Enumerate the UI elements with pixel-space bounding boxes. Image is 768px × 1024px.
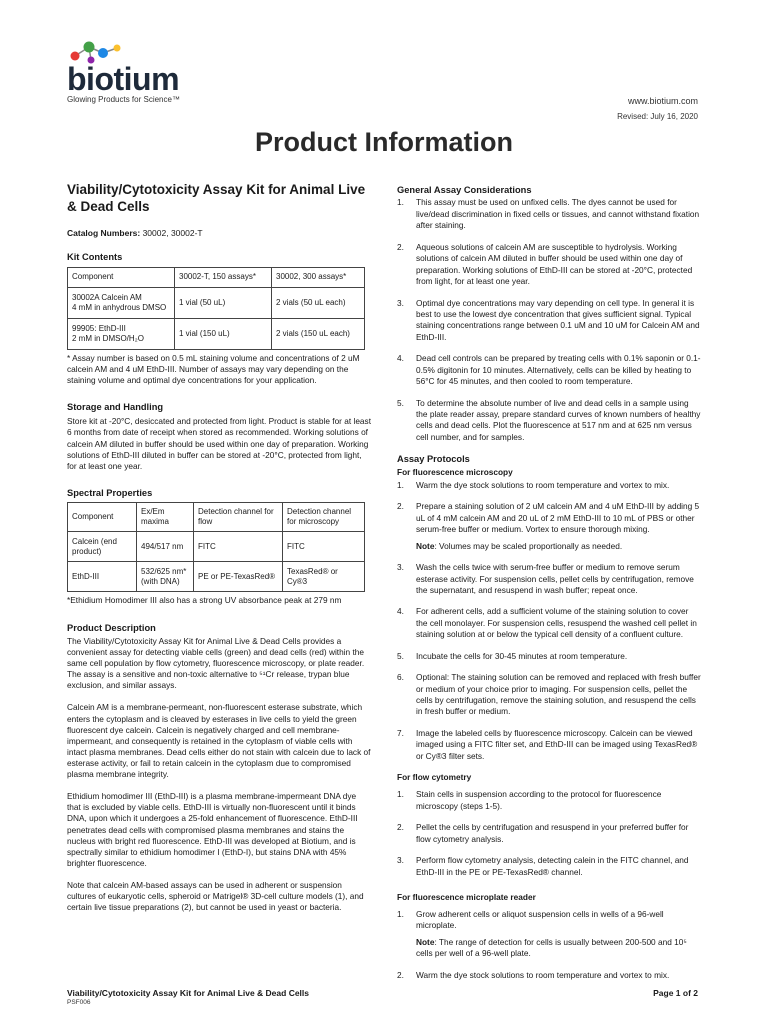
- list-number: 1.: [397, 197, 404, 208]
- list-item: [397, 242, 702, 288]
- list-item: [397, 197, 702, 231]
- spectral-table: [67, 502, 365, 592]
- description-paragraph: The Viability/Cytotoxicity Assay Kit for Animal Live & Dead Cells provides a convenient assay for detecting viable cells (green) and dead cells (red) within the same cell population by flow cytometry, fluorescence microscopy, or plate reader. The assay is a sensitive and non-toxic alternative to ⁵¹Cr release, trypan blue exclusion, and similar assays.: [67, 635, 365, 691]
- microscopy-heading: For fluorescence microscopy: [397, 466, 513, 477]
- list-item: [397, 562, 702, 596]
- list-item: [397, 855, 702, 878]
- list-number: 1.: [397, 909, 404, 920]
- list-item: [397, 298, 702, 344]
- note-label: Note: [416, 540, 435, 551]
- list-text: Incubate the cells for 30-45 minutes at room temperature.: [416, 650, 628, 661]
- list-item: [397, 398, 702, 444]
- list-item: [397, 353, 702, 387]
- table-header-cell: 30002, 300 assays*: [272, 267, 365, 287]
- product-title: Viability/Cytotoxicity Assay Kit for Animal Live & Dead Cells: [67, 182, 366, 214]
- list-text: Stain cells in suspension according to the protocol for fluorescence microscopy (steps 1-5).: [416, 789, 662, 811]
- list-number: 1.: [397, 789, 404, 800]
- table-header-row: [68, 267, 365, 287]
- list-text: For adherent cells, add a sufficient volume of the staining solution to cover the cell monolayer. For suspension cells, resuspend the washed cell pellet in staining solution at or below the typical cell density of a confluent culture.: [416, 606, 697, 640]
- list-text: Image the labeled cells by fluorescence microscopy. Calcein can be viewed imaged using a FITC filter set, and EthD-III can be imaged using TexasRed® or Cy®3 filter sets.: [416, 727, 698, 761]
- list-number: 3.: [397, 855, 404, 866]
- list-text: Perform flow cytometry analysis, detecting calein in the FITC channel, and EthD-III in the PE or PE-TexasRed® channel.: [416, 855, 689, 877]
- spectral-heading: Spectral Properties: [67, 487, 153, 498]
- kit-contents-table: [67, 267, 365, 350]
- list-item: [397, 672, 702, 718]
- logo-wordmark: biotium: [67, 61, 180, 97]
- list-number: 2.: [397, 822, 404, 833]
- table-cell: 1 vial (50 uL): [175, 287, 272, 318]
- description-paragraph: Calcein AM is a membrane-permeant, non-fluorescent esterase substrate, which enters the cytoplasm and is cleaved by esterases in live cells to yield the green fluorescent dye calcein. Calcein is negatively charged and cell membrane-impermeant, and consequently is retained in the cytoplasm of viable cells with intact plasma membranes. Dead cells either do not stain with calcein due to lack of esterase activity, or fail to retain calcein in the cytoplasm due to compromised plasma membrane integrity.: [67, 702, 371, 780]
- list-number: 5.: [397, 397, 404, 408]
- list-item: [397, 822, 702, 845]
- table-cell: 2 vials (50 uL each): [272, 287, 365, 318]
- table-header-cell: Component: [68, 267, 175, 287]
- list-text: Optimal dye concentrations may vary depending on cell type. In general it is best to use the lowest dye concentration that gives sufficient signal. Typical staining concentrations range between 0.1 uM and 10 uM for Calcein AM and EthD-III.: [416, 297, 700, 342]
- table-header-row: [68, 503, 365, 532]
- list-item: [397, 606, 702, 640]
- microplate-steps: [397, 909, 702, 981]
- left-column: [67, 182, 372, 924]
- logo-tagline: Glowing Products for Science™: [67, 95, 180, 104]
- list-item: [397, 728, 702, 762]
- component-name: 30002A Calcein AM: [72, 292, 142, 302]
- table-header-cell: Detection channel for flow: [194, 503, 283, 532]
- table-cell: 1 vial (150 uL): [175, 318, 272, 349]
- flow-cytometry-steps: [397, 789, 702, 878]
- description-paragraph: Ethidium homodimer III (EthD-III) is a plasma membrane-impermeant DNA dye that is excluded by viable cells. EthD-III is virtually non-fluorescent until it binds DNA, upon which it undergoes a 25-fold enhancement of fluorescence. EthD-III penetrates dead cells with compromised plasma membranes and stains the nucleus with bright red fluorescence. EthD-III was developed at Biotium, and is spectrally similar to ethidium homodimer I (EthD-I), but stains DNA with 45% brighter fluorescence.: [67, 791, 358, 868]
- table-cell: [68, 318, 175, 349]
- component-name: 99905: EthD-III: [72, 323, 126, 333]
- list-number: 2.: [397, 501, 404, 512]
- list-number: 1.: [397, 479, 404, 490]
- kit-footnote: * Assay number is based on 0.5 mL staining volume and concentrations of 2 uM calcein AM and 4 uM EthD-III. Number of assays may vary depending on the staining volume and optimal dye concentrations for your application.: [67, 352, 360, 385]
- revised-date: Revised: July 16, 2020: [617, 112, 698, 121]
- list-item: [397, 909, 702, 960]
- list-number: 4.: [397, 353, 404, 364]
- assay-protocols-heading: Assay Protocols: [397, 454, 470, 465]
- list-text: Wash the cells twice with serum-free buffer or medium to remove serum esterase activity. For suspension cells, pellet cells by centrifugation, remove the supernatant, and resuspend in wash buffer; repeat once.: [416, 562, 694, 595]
- list-text: Warm the dye stock solutions to room temperature and vortex to mix.: [416, 479, 670, 490]
- list-item: [397, 970, 702, 981]
- table-cell: 494/517 nm: [137, 532, 194, 562]
- table-cell: 532/625 nm* (with DNA): [137, 562, 194, 592]
- page-number: Page 1 of 2: [653, 988, 698, 998]
- general-considerations-heading: General Assay Considerations: [397, 185, 532, 195]
- kit-contents-heading: Kit Contents: [67, 252, 123, 263]
- table-cell: 2 vials (150 uL each): [272, 318, 365, 349]
- list-text: Optional: The staining solution can be removed and replaced with fresh buffer or medium of your choice prior to imaging. For suspension cells, pellet the cells by centrifugation, remove the staining solution, and resuspend the cells in fresh buffer or medium.: [416, 672, 701, 717]
- list-number: 7.: [397, 727, 404, 738]
- table-cell: EthD-III: [68, 562, 137, 592]
- table-cell: Calcein (end product): [68, 532, 137, 562]
- table-cell: TexasRed® or Cy®3: [283, 562, 365, 592]
- table-header-cell: Component: [68, 503, 137, 532]
- table-header-cell: Detection channel for microscopy: [283, 503, 365, 532]
- page-title: Product Information: [255, 127, 513, 157]
- catalog-label: Catalog Numbers:: [67, 227, 141, 238]
- list-item: [397, 651, 702, 662]
- table-row: [68, 318, 365, 349]
- biotium-logo[interactable]: [67, 40, 207, 110]
- catalog-value: 30002, 30002-T: [140, 227, 203, 238]
- list-text: Dead cell controls can be prepared by treating cells with 0.1% saponin or 0.1-0.5% digitonin for 10 minutes. Alternatively, cells can be killed by heating to 56°C for 45 minutes, and then cooled to room temperature.: [416, 353, 701, 387]
- table-cell: PE or PE-TexasRed®: [194, 562, 283, 592]
- microscopy-steps: [397, 480, 702, 762]
- list-item: [397, 789, 702, 812]
- note-text: : The range of detection for cells is usually between 200-500 and 10⁵ cells per well of a 96-well plate.: [416, 936, 687, 959]
- table-row: [68, 532, 365, 562]
- table-row: [68, 562, 365, 592]
- list-number: 6.: [397, 672, 404, 683]
- step-note: [416, 937, 702, 960]
- component-desc: 4 mM in anhydrous DMSO: [72, 302, 167, 312]
- list-text: Prepare a staining solution of 2 uM calcein AM and 4 uM EthD-III by adding 5 uL of 4 mM calcein AM and 20 uL of 2 mM EthD-III to 10 mL of PBS or other serum-free buffer or medium. Vortex to ensure thorough mixing.: [416, 501, 700, 535]
- table-header-cell: Ex/Em maxima: [137, 503, 194, 532]
- description-heading: Product Description: [67, 623, 156, 634]
- general-considerations-list: [397, 197, 702, 443]
- table-cell: FITC: [194, 532, 283, 562]
- catalog-numbers: [67, 228, 372, 239]
- component-desc: 2 mM in DMSO/H₂O: [72, 333, 144, 343]
- list-item: [397, 501, 702, 552]
- footer-code: PSF006: [67, 999, 91, 1006]
- note-label: Note: [416, 936, 435, 947]
- table-header-cell: 30002-T, 150 assays*: [175, 267, 272, 287]
- note-text: : Volumes may be scaled proportionally as needed.: [434, 540, 623, 551]
- list-text: Aqueous solutions of calcein AM are susceptible to hydrolysis. Working solutions of calcein AM diluted in buffer should be used within one day of preparation. Working solutions of EthD-III can be stored at -20°C, protected from light, for at least one year.: [416, 241, 693, 287]
- list-number: 4.: [397, 606, 404, 617]
- flow-cytometry-heading: For flow cytometry: [397, 772, 472, 783]
- description-paragraph: Note that calcein AM-based assays can be used in adherent or suspension cultures of eukaryotic cells, spheroid or Matrigel® 3D-cell culture models (1), and certain live tissue preparations (2), but cannot be used in yeast or bacteria.: [67, 880, 364, 913]
- footer-title: Viability/Cytotoxicity Assay Kit for Animal Live & Dead Cells: [67, 988, 310, 998]
- list-number: 3.: [397, 297, 404, 308]
- spectral-footnote: *Ethidium Homodimer III also has a strong UV absorbance peak at 279 nm: [67, 595, 342, 606]
- list-number: 2.: [397, 969, 404, 980]
- list-number: 5.: [397, 650, 404, 661]
- table-row: [68, 287, 365, 318]
- right-column: [397, 184, 702, 991]
- table-cell: [68, 287, 175, 318]
- list-text: Grow adherent cells or aliquot suspension cells in wells of a 96-well microplate.: [416, 909, 664, 931]
- list-text: To determine the absolute number of live and dead cells in a sample using the plate reader assay, prepare standard curves of known numbers of healthy cells and dead cells. Plot the fluorescence at 517 nm and at 625 nm versus cell number, and for samples.: [416, 397, 701, 442]
- list-text: This assay must be used on unfixed cells. The dyes cannot be used for live/dead discrimination in fixed cells or tissues, and cannot withstand fixation after staining.: [416, 197, 700, 231]
- list-number: 2.: [397, 241, 404, 252]
- list-text: Pellet the cells by centrifugation and resuspend in your preferred buffer for flow cytometry analysis.: [416, 822, 689, 844]
- table-cell: FITC: [283, 532, 365, 562]
- step-note: [416, 541, 702, 552]
- website-link[interactable]: www.biotium.com: [627, 96, 698, 106]
- list-number: 3.: [397, 562, 404, 573]
- storage-heading: Storage and Handling: [67, 401, 164, 412]
- list-item: [397, 480, 702, 491]
- microplate-heading: For fluorescence microplate reader: [397, 891, 536, 902]
- storage-text: Store kit at -20°C, desiccated and protected from light. Product is stable for at least 6 months from date of receipt when stored as recommended. Working solutions of calcein AM diluted in buffer should be used within one day of preparation. Working solutions of EthD-III diluted in buffer can be stored at -20°C, protected from light, for at least one year.: [67, 416, 371, 471]
- list-text: Warm the dye stock solutions to room temperature and vortex to mix.: [416, 969, 670, 980]
